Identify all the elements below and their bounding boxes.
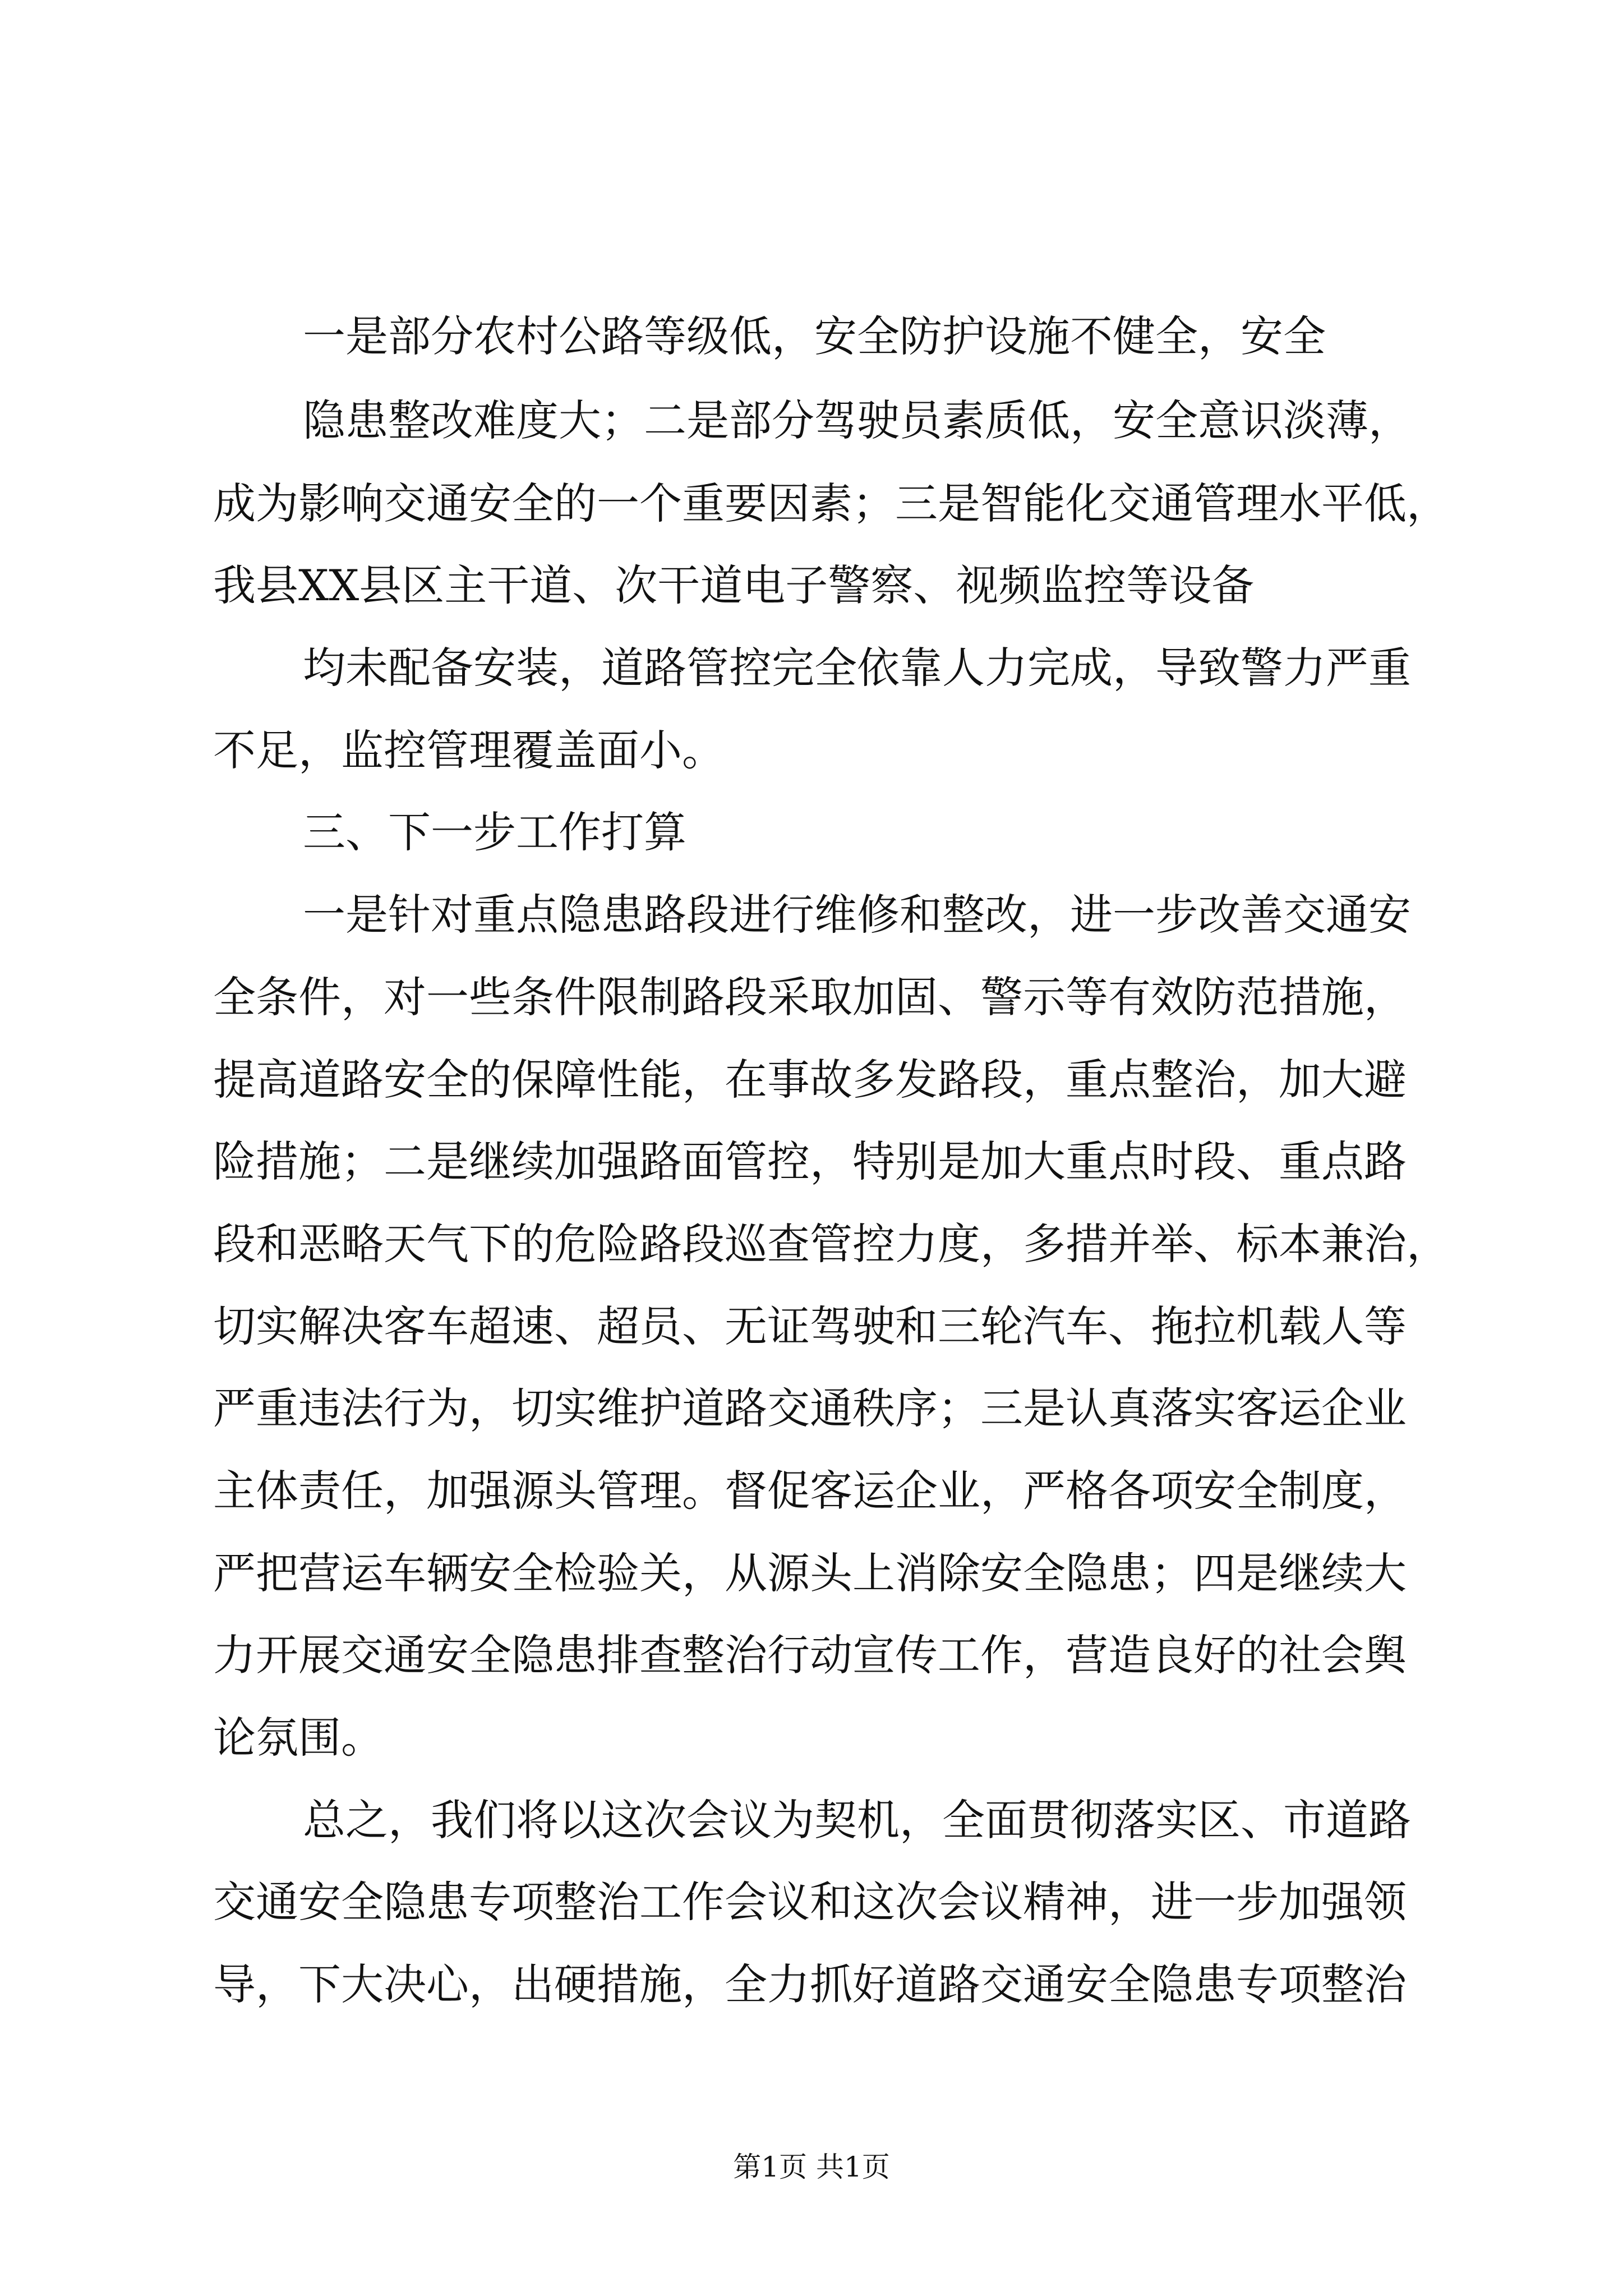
- body-text-line: 一是针对重点隐患路段进行维修和整改，进一步改善交通安: [303, 890, 1411, 940]
- body-text-line: 成为影响交通安全的一个重要因素；三是智能化交通管理水平低，: [213, 478, 1449, 528]
- body-text-line: 切实解决客车超速、超员、无证驾驶和三轮汽车、拖拉机载人等: [213, 1301, 1407, 1351]
- body-text-line: 交通安全隐患专项整治工作会议和这次会议精神，进一步加强领: [213, 1877, 1407, 1927]
- body-text-line: 一是部分农村公路等级低，安全防护设施不健全，安全: [303, 311, 1326, 361]
- body-text-line: 力开展交通安全隐患排查整治行动宣传工作，营造良好的社会舆: [213, 1630, 1407, 1680]
- body-text-line: 总之，我们将以这次会议为契机，全面贯彻落实区、市道路: [303, 1795, 1411, 1845]
- body-text-line: 论氛围。: [213, 1713, 384, 1763]
- page-number-footer: 第1页 共1页: [733, 2151, 890, 2183]
- body-text-line: 险措施；二是继续加强路面管控，特别是加大重点时段、重点路: [213, 1137, 1407, 1186]
- body-text-line: 我县XX县区主干道、次干道电子警察、视频监控等设备: [213, 560, 1255, 610]
- body-text-line: 严重违法行为，切实维护道路交通秩序；三是认真落实客运企业: [213, 1383, 1407, 1433]
- body-text-line: 导，下大决心，出硬措施，全力抓好道路交通安全隐患专项整治: [213, 1959, 1407, 2009]
- section-heading: 三、下一步工作打算: [303, 807, 686, 857]
- body-text-line: 主体责任，加强源头管理。督促客运企业，严格各项安全制度，: [213, 1466, 1407, 1516]
- body-text-line: 全条件，对一些条件限制路段采取加固、警示等有效防范措施，: [213, 972, 1407, 1022]
- body-text-line: 段和恶略天气下的危险路段巡查管控力度，多措并举、标本兼治，: [213, 1219, 1449, 1269]
- body-text-line: 均未配备安装，道路管控完全依靠人力完成，导致警力严重: [303, 643, 1411, 693]
- body-text-line: 提高道路安全的保障性能，在事故多发路段，重点整治，加大避: [213, 1055, 1407, 1105]
- body-text-line: 严把营运车辆安全检验关，从源头上消除安全隐患；四是继续大: [213, 1548, 1407, 1598]
- body-text-line: 隐患整改难度大；二是部分驾驶员素质低，安全意识淡薄，: [303, 395, 1411, 445]
- body-text-line: 不足，监控管理覆盖面小。: [213, 725, 725, 775]
